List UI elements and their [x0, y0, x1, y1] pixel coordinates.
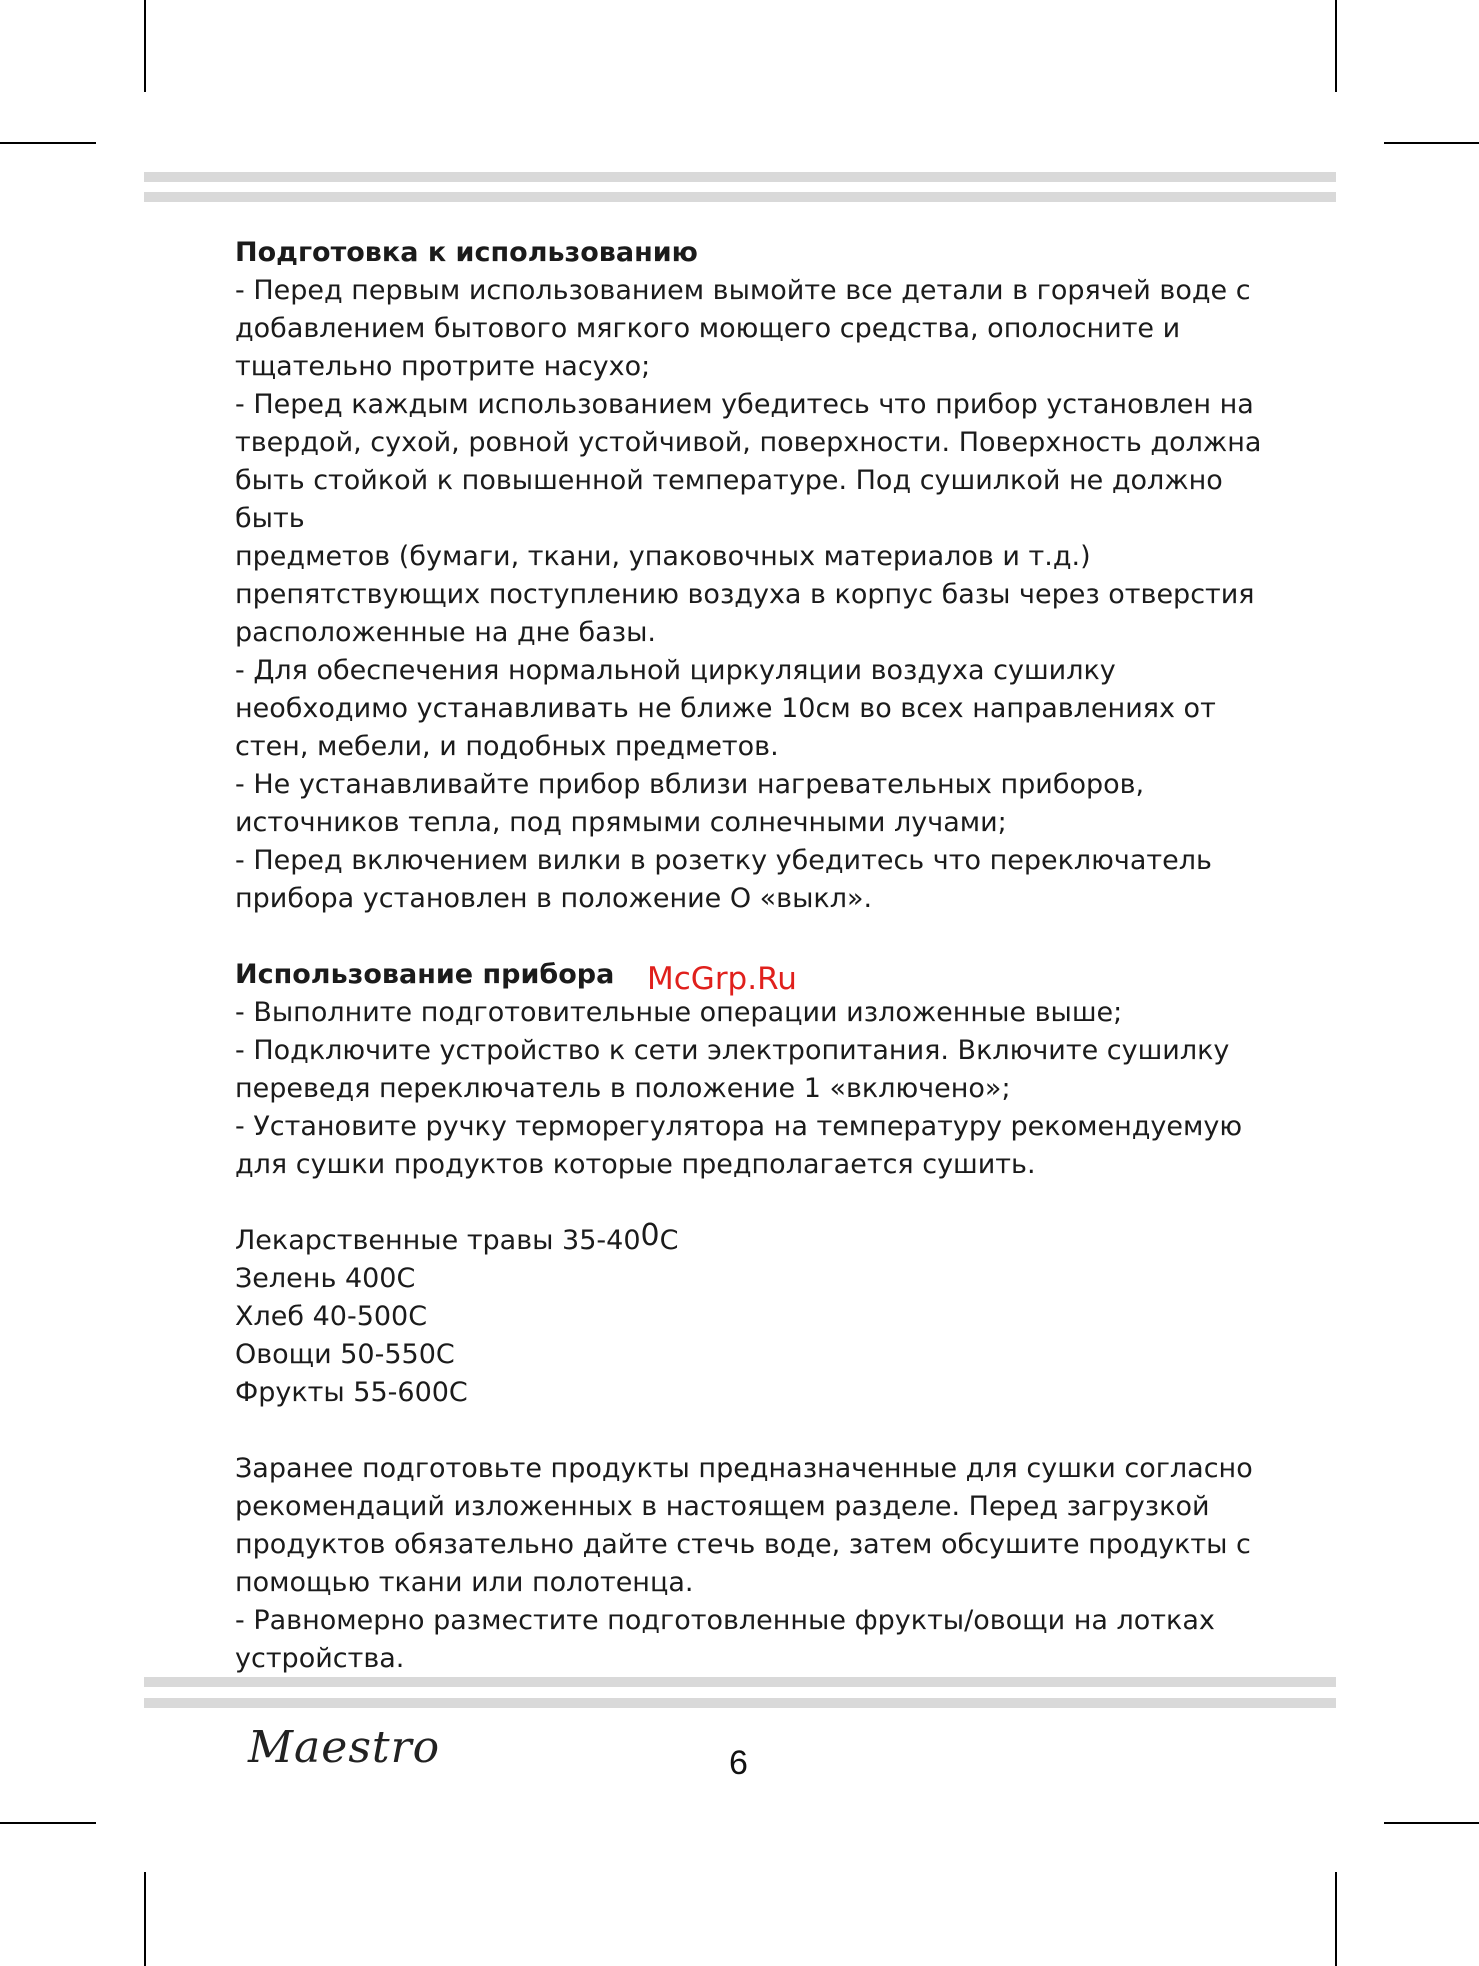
- crop-mark: [0, 142, 96, 144]
- crop-mark: [1335, 0, 1337, 92]
- page-number: 6: [729, 1744, 748, 1782]
- temperature-item: Зелень 400С: [235, 1263, 416, 1294]
- header-bar: [144, 172, 1336, 182]
- temperature-label: Лекарственные травы 35-40: [235, 1225, 641, 1256]
- text-line: тщательно протрите насухо;: [235, 351, 651, 382]
- text-line: быть стойкой к повышенной температуре. Под сушилкой не должно быть: [235, 465, 1223, 534]
- brand-logo: Maestro: [248, 1722, 441, 1773]
- crop-mark: [1384, 1822, 1479, 1824]
- text-line: твердой, сухой, ровной устойчивой, поверхности. Поверхность должна: [235, 427, 1262, 458]
- header-bar: [144, 192, 1336, 202]
- footer-bar: [144, 1677, 1336, 1687]
- temperature-item: Овощи 50-550С: [235, 1339, 455, 1370]
- text-line: необходимо устанавливать не ближе 10см во всех направлениях от: [235, 693, 1216, 724]
- text-line: - Для обеспечения нормальной циркуляции воздуха сушилку: [235, 655, 1116, 686]
- text-line: переведя переключатель в положение 1 «включено»;: [235, 1073, 1011, 1104]
- text-line: расположенные на дне базы.: [235, 617, 656, 648]
- temperature-item: Хлеб 40-500С: [235, 1301, 428, 1332]
- temperature-item: [235, 1218, 1295, 1260]
- crop-mark: [1384, 142, 1479, 144]
- text-line: - Перед каждым использованием убедитесь что прибор установлен на: [235, 389, 1254, 420]
- text-line: устройства.: [235, 1643, 405, 1674]
- temperature-item: Фрукты 55-600С: [235, 1377, 468, 1408]
- crop-mark: [0, 1822, 96, 1824]
- text-line: добавлением бытового мягкого моющего средства, ополосните и: [235, 313, 1181, 344]
- text-line: помощью ткани или полотенца.: [235, 1567, 694, 1598]
- temperature-unit: С: [659, 1225, 679, 1256]
- text-line: предметов (бумаги, ткани, упаковочных материалов и т.д.): [235, 541, 1091, 572]
- page-content: [235, 234, 1295, 1678]
- text-line: - Подключите устройство к сети электропитания. Включите сушилку: [235, 1035, 1230, 1066]
- text-line: препятствующих поступлению воздуха в корпус базы через отверстия: [235, 579, 1255, 610]
- text-line: для сушки продуктов которые предполагается сушить.: [235, 1149, 1036, 1180]
- crop-mark: [144, 1872, 146, 1966]
- text-line: - Не устанавливайте прибор вблизи нагревательных приборов,: [235, 769, 1145, 800]
- section-heading: Использование прибора: [235, 959, 615, 990]
- text-line: стен, мебели, и подобных предметов.: [235, 731, 779, 762]
- footer-bar: [144, 1698, 1336, 1708]
- text-line: - Перед первым использованием вымойте все детали в горячей воде с: [235, 275, 1251, 306]
- section-heading: Подготовка к использованию: [235, 237, 698, 268]
- text-line: источников тепла, под прямыми солнечными лучами;: [235, 807, 1007, 838]
- text-line: - Установите ручку терморегулятора на температуру рекомендуемую: [235, 1111, 1243, 1142]
- watermark: McGrp.Ru: [647, 961, 797, 997]
- text-line: прибора установлен в положение О «выкл».: [235, 883, 873, 914]
- text-line: Заранее подготовьте продукты предназначенные для сушки согласно: [235, 1453, 1253, 1484]
- text-line: - Перед включением вилки в розетку убедитесь что переключатель: [235, 845, 1212, 876]
- text-line: рекомендаций изложенных в настоящем разделе. Перед загрузкой: [235, 1491, 1210, 1522]
- text-line: - Выполните подготовительные операции изложенные выше;: [235, 997, 1123, 1028]
- text-line: продуктов обязательно дайте стечь воде, затем обсушите продукты с: [235, 1529, 1251, 1560]
- crop-mark: [1335, 1872, 1337, 1966]
- degree-superscript: 0: [640, 1218, 660, 1253]
- text-line: - Равномерно разместите подготовленные фрукты/овощи на лотках: [235, 1605, 1215, 1636]
- crop-mark: [144, 0, 146, 92]
